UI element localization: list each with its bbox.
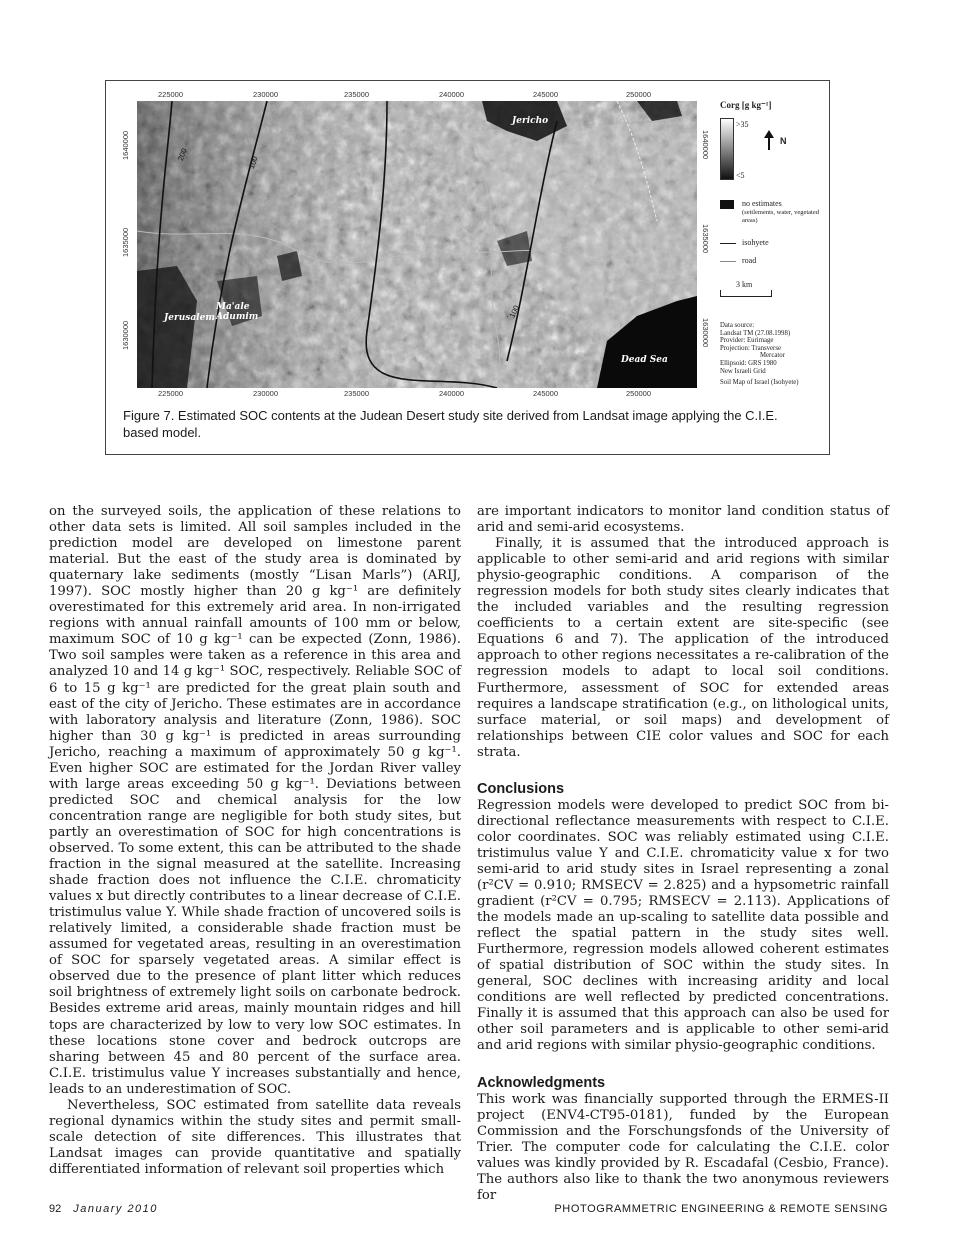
map-tick-top: 230000 xyxy=(253,90,279,99)
projection-label: Projection: Transverse xyxy=(720,344,781,352)
isohyete-label: 100 xyxy=(507,303,521,320)
landsat-label: Landsat TM (27.08.1998) xyxy=(720,329,791,337)
map-tick-bottom: 235000 xyxy=(344,389,370,398)
road-line-symbol xyxy=(720,261,736,262)
scale-label: 3 km xyxy=(736,280,753,289)
issue-date: January 2010 xyxy=(73,1203,158,1215)
soil-map-label: Soil Map of Israel (Isohyete) xyxy=(720,379,799,387)
left-column xyxy=(49,504,461,1178)
section-heading-acknowledgments: Acknowledgments xyxy=(477,1074,606,1091)
map-legend xyxy=(712,100,824,390)
place-label-maale-adumim: Ma'ale Adumim xyxy=(216,302,259,322)
map-tick-top: 245000 xyxy=(533,90,559,99)
soc-map-image xyxy=(137,101,697,388)
figure-caption: Figure 7. Estimated SOC contents at the Judean Desert study site derived from Landsat image applying the C.I.E. based model. xyxy=(123,408,778,440)
place-label-jerusalem: Jerusalem xyxy=(164,313,215,323)
map-tick-left: 1630000 xyxy=(121,320,130,350)
body-paragraph: are important indicators to monitor land condition status of arid and semi-arid ecosystems. xyxy=(477,504,889,536)
body-paragraph: Nevertheless, SOC estimated from satellite data reveals regional dynamics within the study sites and permit small-scale detection of site differences. This illustrates that Landsat images can provide quantitative and spatially differentiated information of relevant soil properties which xyxy=(49,1097,461,1177)
body-paragraph: This work was financially supported through the ERMES-II project (ENV4-CT95-0181), funded by the European Commission and the Forschungsfonds of the University of Trier. The computer code for calculating the C.I.E. color values was kindly provided by R. Escadafal (Cesbio, France). The authors also like to thank the two anonymous reviewers for xyxy=(477,1091,889,1203)
map-tick-bottom: 225000 xyxy=(158,389,184,398)
right-column xyxy=(477,504,889,1204)
map-tick-top: 240000 xyxy=(439,90,465,99)
body-paragraph: on the surveyed soils, the application of these relations to other data sets is limited. All soil samples included in the prediction model are developed on limestone parent material. But the east of the study area is dominated by quaternary lake sediments (mostly “Lisan Marls”) (ARIJ, 1997). SOC mostly higher than 20 g kg⁻¹ are definitely overestimated for this extremely arid area. In non-irrigated regions with annual rainfall amounts of 100 mm or below, maximum SOC of 10 g kg⁻¹ can be expected (Zonn, 1986). Two soil samples were taken as a reference in this area and analyzed 10 and 14 g kg⁻¹ SOC, respectively. Reliable SOC of 6 to 15 g kg⁻¹ are predicted for the great plain south and east of the city of Jericho. These estimates are in accordance with laboratory analysis and literature (Zonn, 1986). SOC higher than 30 g kg⁻¹ is predicted in areas surrounding Jericho, reaching a maximum of approximately 50 g kg⁻¹. Even higher SOC are estimated for the Jordan River valley with large areas exceeding 50 g kg⁻¹. Deviations between predicted SOC and chemical analysis for the low concentration range are negligible for both study sites, but partly an overestimation of SOC for high concentrations is observed. To some extent, this can be attributed to the shade fraction in the signal measured at the satellite. Increasing shade fraction does not influence the C.I.E. chromaticity values x but directly contributes to a linear decrease of C.I.E. tristimulus value Y. While shade fraction of uncovered soils is relatively limited, a considerable shade fraction must be assumed for vegetated areas, resulting in an overestimation of SOC for sparsely vegetated areas. A similar effect is observed due to the presence of plant litter which reduces soil brightness of extremely light soils on carbonate bedrock. Besides extreme arid areas, mainly mountain ridges and hill tops are characterized by low to very low SOC estimates. In these locations stone cover and bedrock outcrops are sharing between 45 and 80 percent of the surface area. C.I.E. tristimulus value Y increases substantially and hence, leads to an underestimation of SOC. xyxy=(49,504,461,1097)
scale-bar xyxy=(720,290,772,297)
map-tick-bottom: 240000 xyxy=(439,389,465,398)
page-footer-left xyxy=(49,1203,158,1215)
page-number: 92 xyxy=(49,1203,62,1215)
grid-label: New Israeli Grid xyxy=(720,367,766,375)
legend-isohyete: isohyete xyxy=(742,238,769,247)
map-tick-right: 1640000 xyxy=(701,130,710,160)
data-source-label: Data source: xyxy=(720,322,755,329)
body-paragraph: Finally, it is assumed that the introduced approach is applicable to other semi-arid and arid regions with similar physio-geographic conditions. A comparison of the regression models for both study sites clearly indicates that the included variables and the resulting regression coefficients to a certain extent are site-specific (see Equations 6 and 7). The application of the introduced approach to other regions necessitates a re-calibration of the regression models to adapt to local soil conditions. Furthermore, assessment of SOC for extended areas requires a landscape stratification (e.g., on lithological units, surface material, or soil maps) and development of relationships between CIE color values and SOC for each strata. xyxy=(477,536,889,760)
north-label: N xyxy=(780,136,787,146)
place-label-jericho: Jericho xyxy=(512,116,549,126)
mercator-label: Mercator xyxy=(760,352,785,360)
legend-gradient xyxy=(720,118,734,180)
map-tick-left: 1635000 xyxy=(121,227,130,257)
section-heading-conclusions: Conclusions xyxy=(477,780,565,797)
map-tick-left: 1640000 xyxy=(121,130,130,160)
north-arrow-icon xyxy=(764,130,774,152)
ellipsoid-label: Ellipsoid: GRS 1980 xyxy=(720,359,777,367)
map-tick-right: 1630000 xyxy=(701,318,710,348)
legend-metadata xyxy=(720,322,799,387)
map-tick-bottom: 250000 xyxy=(626,389,652,398)
satellite-map-graphic xyxy=(137,101,697,388)
map-tick-bottom: 245000 xyxy=(533,389,559,398)
legend-no-estimates-note: (settlements, water, vegetated areas) xyxy=(742,209,819,224)
body-paragraph: Regression models were developed to predict SOC from bi-directional reflectance measurements with respect to C.I.E. color coordinates. SOC was reliably estimated using C.I.E. tristimulus value Y and C.I.E. chromaticity value x for two semi-arid to arid study sites in Israel representing a zonal (r²CV = 0.910; RMSECV = 2.825) and a hypsometric rainfall gradient (r²CV = 0.795; RMSECV = 2.113). Applications of the models made an up-scaling to satellite data possible and reflect the spatial pattern in the study sites well. Furthermore, regression models allowed coherent estimates of spatial distribution of SOC within the study sites. In general, SOC declines with increasing aridity and local conditions are well reflected by predicted concentrations. Finally it is assumed that this approach can also be used for other soil parameters and is applicable to other semi-arid and arid regions with similar physio-geographic conditions. xyxy=(477,797,889,1054)
isohyete-line-symbol xyxy=(720,243,736,244)
journal-name: PHOTOGRAMMETRIC ENGINEERING & REMOTE SENSING xyxy=(554,1203,888,1215)
isohyete-label: 200 xyxy=(175,147,189,162)
provider-label: Provider: Eurimage xyxy=(720,337,774,345)
map-tick-top: 225000 xyxy=(158,90,184,99)
legend-low: <5 xyxy=(736,171,745,180)
place-label-dead-sea: Dead Sea xyxy=(621,355,668,365)
no-estimates-swatch xyxy=(720,200,734,209)
map-tick-right: 1635000 xyxy=(701,224,710,254)
legend-no-estimates: no estimates xyxy=(742,199,782,208)
isohyete-label: 100 xyxy=(246,155,260,170)
legend-title: Corg [g kg⁻¹] xyxy=(720,100,772,110)
legend-road: road xyxy=(742,256,757,265)
map-tick-top: 250000 xyxy=(626,90,652,99)
map-tick-top: 235000 xyxy=(344,90,370,99)
legend-high: >35 xyxy=(736,120,749,129)
map-tick-bottom: 230000 xyxy=(253,389,279,398)
